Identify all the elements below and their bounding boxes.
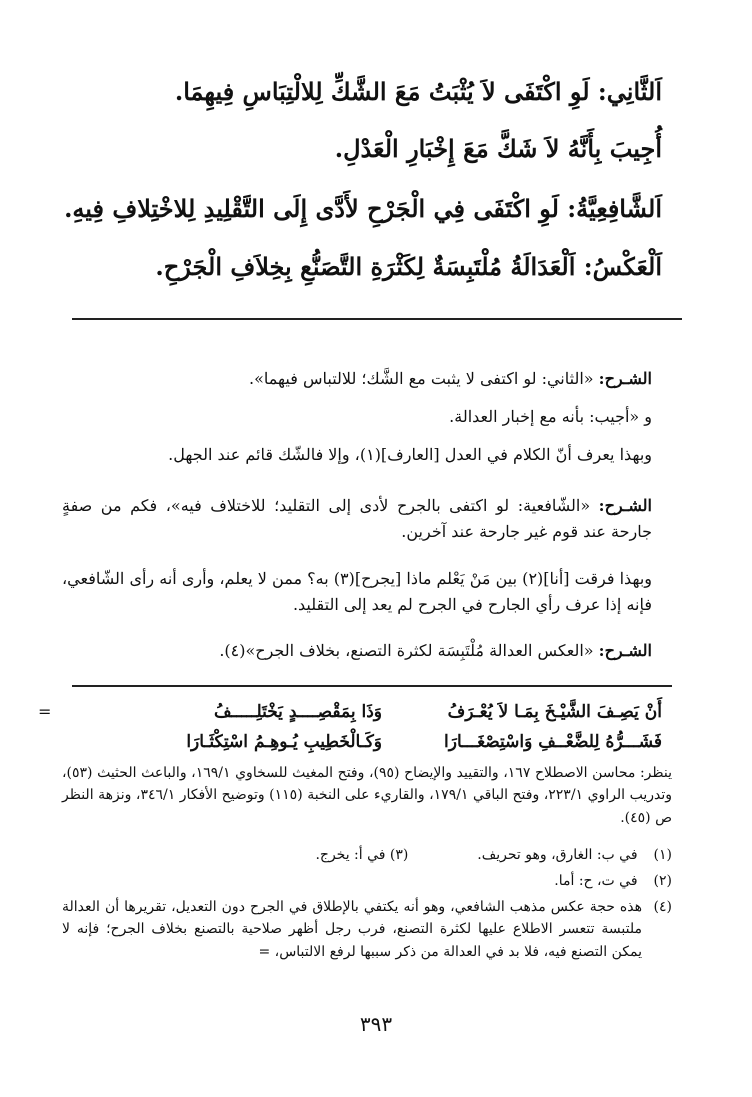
sharh-text: «الشّافعية: لو اكتفى بالجرح لأدى إلى التقليد؛ للاختلاف فيه»، فكم من صفةٍ جارحة عند قوم غير جارحة عند آخرين. (62, 496, 652, 541)
poem-verse-1-right: أَنْ يَصِـفَ الشَّيْـخَ بِمَـا لاَ يُعْـرَفُ (447, 702, 662, 722)
footnote-3-number: (٣) (389, 847, 409, 863)
matn-line-2: أُجِيبَ بِأَنَّهُ لاَ شَكَّ مَعَ إِخْبَارِ الْعَدْلِ. (334, 134, 662, 163)
sharh-paragraph-3: وبهذا يعرف أنّ الكلام في العدل [العارف](١)، وإلا فالشّك قائم عند الجهل. (168, 445, 652, 464)
footnote-3-text: في أ: يخرج. (315, 847, 386, 863)
sharh-label: الشـرح: (598, 641, 652, 660)
footnote-2-text: في ت، ح: أما. (554, 873, 638, 889)
matn-line-3: اَلشَّافِعِيَّةُ: لَوِ اكْتَفَى فِي الْجَرْحِ لأَدَّى إِلَى التَّقْلِيدِ لِلاخْتِلافِ فِيهِ. (64, 194, 662, 223)
sharh-paragraph-6 (62, 638, 652, 664)
matn-line-1: اَلثَّانِي: لَوِ اكْتَفَى لاَ يُثْبَتُ مَعَ الشَّكِّ لِلالْتِبَاسِ فِيهِمَا. (174, 77, 662, 106)
footnote-4-row (62, 896, 672, 963)
footnote-4-number: (٤) (653, 899, 672, 915)
footnote-1-number: (١) (653, 847, 672, 863)
sharh-paragraph-1 (62, 366, 652, 392)
sharh-paragraph-5: وبهذا فرقت [أنا](٢) بين مَنْ يَعْلم ماذا [يجرح](٣) به؟ ممن لا يعلم، وأرى أنه رأى الشّافعي، فإنه إذا عرف رأي الجارح في الجرح لم يعد إلى التقليد. (62, 569, 652, 614)
sharh-label: الشـرح: (598, 496, 652, 515)
footnote-1-text: في ب: الغارق، وهو تحريف. (477, 847, 638, 863)
footnote-divider (72, 685, 672, 687)
sharh-text: «الثاني: لو اكتفى لا يثبت مع الشَّك؛ للالتباس فيهما». (249, 369, 594, 388)
page-number: ٣٩٣ (359, 1012, 393, 1036)
footnote-2-number: (٢) (653, 873, 672, 889)
sharh-text: «العكس العدالة مُلْتَبِسَة لكثرة التصنع، بخلاف الجرح»(٤). (219, 641, 594, 660)
footnote-2-row (62, 870, 672, 892)
poem-verse-2-right: فَشَـــرُّهُ لِلضَّعْــفِ وَاسْتِصْغَـــارَا (444, 732, 662, 752)
poem-verse-2-left: وَكَـالْخَطِيبِ يُـوهِـمُ اسْتِكْثَـارَا (186, 732, 382, 752)
matn-line-4: اَلْعَكْسُ: اَلْعَدَالَةُ مُلْتَبِسَةٌ لِكَثْرَةِ التَّصَنُّعِ بِخِلاَفِ الْجَرْحِ. (155, 252, 662, 281)
footnote-4-text: هذه حجة عكس مذهب الشافعي، وهو أنه يكتفي بالإطلاق في الجرح دون التعديل، تقريرها أن العدالة ملتبسة تتعسر الاطلاع عليها لكثرة التصنع، فرب رجل أظهر صلاحية بالتصنع بخلاف الجرح؛ فإنه لا يمكن التصنع فيه، فلا بد في العدالة من ذكر سببها لرفع الالتباس، = (62, 899, 642, 960)
footnote-1-3-row (62, 844, 672, 866)
section-divider (72, 318, 682, 320)
sharh-paragraph-2: و «أجيب: بأنه مع إخبار العدالة. (449, 407, 652, 426)
sharh-label: الشـرح: (598, 369, 652, 388)
footnote-references: ينظر: محاسن الاصطلاح ١٦٧، والتقييد والإيضاح (٩٥)، وفتح المغيث للسخاوي ١٦٩/١، والباعث الحثيث (٥٣)، وتدريب الراوي ٢٢٣/١، وفتح الباقي ١٧٩/١، والقاريء على النخبة (١١٥) وتوضيح الأفكار ٣٤٦/١، ونزهة النظر ص (٤٥). (62, 765, 673, 826)
continuation-mark: = (38, 702, 52, 721)
poem-verse-1-left: وَذَا بِمَقْصِــــدٍ يَخْتَلِـــــفُ (213, 702, 382, 722)
sharh-paragraph-4 (62, 493, 652, 544)
